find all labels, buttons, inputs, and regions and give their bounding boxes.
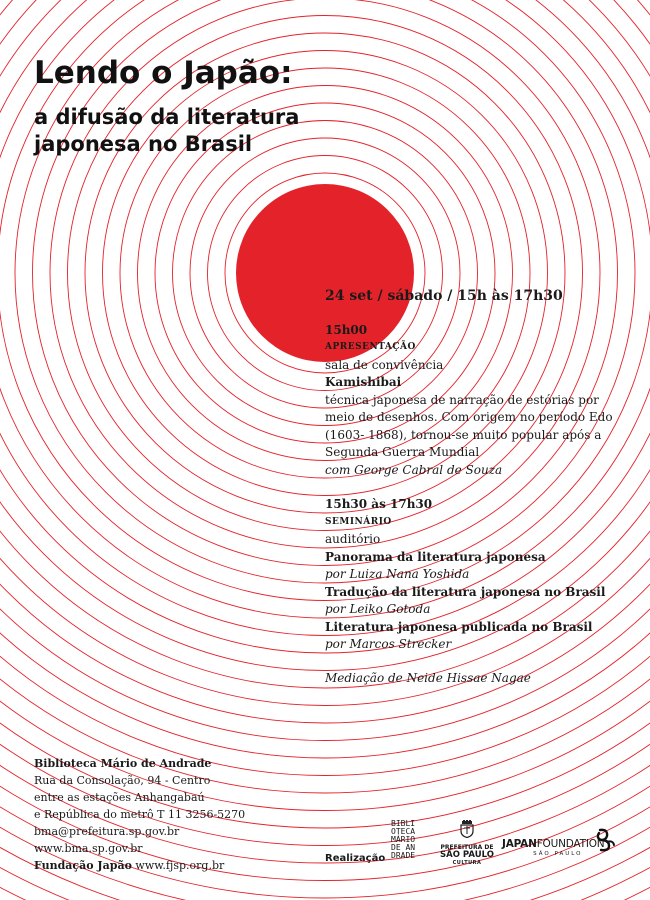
event-program (325, 288, 645, 687)
biblioteca-logo (391, 820, 431, 860)
venue-website: www.bma.sp.gov.br (34, 842, 143, 855)
venue-directions: entre as estações Anhangabaú (34, 791, 205, 804)
subtitle-line-1: a difusão da literatura (34, 105, 300, 129)
part1-description-line: técnica japonesa de narração de estórias por (325, 392, 599, 407)
part1-description-line: meio de desenhos. Com origem no período Edo (325, 410, 613, 424)
japan-foundation-name: JAPANFOUNDATION (502, 838, 605, 850)
title-subtitle (34, 104, 364, 158)
part1-description-line: (1603- 1868), tornou-se muito popular após a (325, 427, 602, 442)
talk-speaker: por Luiza Nana Yoshida (325, 567, 470, 581)
mediation-credit: Mediação de Neide Hissae Nagae (325, 670, 531, 685)
prefeitura-cultura-text: CULTURA (452, 860, 482, 866)
part1-place: sala de convivência (325, 357, 444, 372)
venue-email: bma@prefeitura.sp.gov.br (34, 825, 180, 838)
part2-time: 15h30 às 17h30 (325, 497, 433, 511)
venue-info (34, 755, 314, 874)
bib-logo-line: OTECA (391, 827, 416, 836)
part2-type: SEMINÁRIO (325, 516, 392, 527)
japan-foundation-logo (502, 838, 604, 857)
talk-title: Literatura japonesa publicada no Brasil (325, 619, 593, 634)
bib-logo-line: BIBLI (391, 819, 416, 828)
event-date-line: 24 set / sábado / 15h às 17h30 (325, 288, 563, 304)
part2-place: auditório (325, 532, 381, 546)
city-crest-icon (459, 820, 475, 838)
part1-name: Kamishibai (325, 375, 402, 389)
part1-description (325, 392, 645, 462)
part1-presenter: com George Cabral de Souza (325, 462, 503, 477)
prefeitura-top-text: PREFEITURA DE (440, 844, 494, 851)
subtitle-line-2: japonesa no Brasil (34, 132, 253, 156)
realizacao-label: Realização (325, 853, 386, 864)
venue-address: Rua da Consolação, 94 - Centro (34, 774, 211, 787)
japan-foundation-mark-icon (594, 828, 616, 852)
part1-time: 15h00 (325, 322, 368, 337)
venue-name: Biblioteca Mário de Andrade (34, 757, 212, 770)
talk-speaker: por Leiko Gotoda (325, 602, 431, 616)
venue-metro-phone: e República do metrô T 11 3256-5270 (34, 808, 246, 821)
bib-logo-line: MÁRIO (391, 835, 416, 844)
talk-speaker: por Marcos Strecker (325, 637, 452, 651)
fundacao-line (34, 857, 314, 874)
talk-title: Panorama da literatura japonesa (325, 549, 546, 564)
japan-foundation-city: SÃO PAULO (533, 851, 583, 857)
talk-title: Tradução da literatura japonesa no Brasil (325, 584, 606, 599)
prefeitura-logo (437, 820, 497, 867)
part1-type: APRESENTAÇÃO (325, 342, 416, 352)
fundacao-website: www.fjsp.org.br (135, 859, 225, 872)
bib-logo-line: DE AN (391, 843, 416, 852)
title-main: Lendo o Japão: (34, 55, 293, 91)
prefeitura-city-text: SÃO PAULO (440, 850, 494, 860)
part1-description-line: Segunda Guerra Mundial (325, 445, 480, 459)
fundacao-name: Fundação Japão (34, 859, 132, 872)
bib-logo-line: DRADE (391, 851, 416, 860)
